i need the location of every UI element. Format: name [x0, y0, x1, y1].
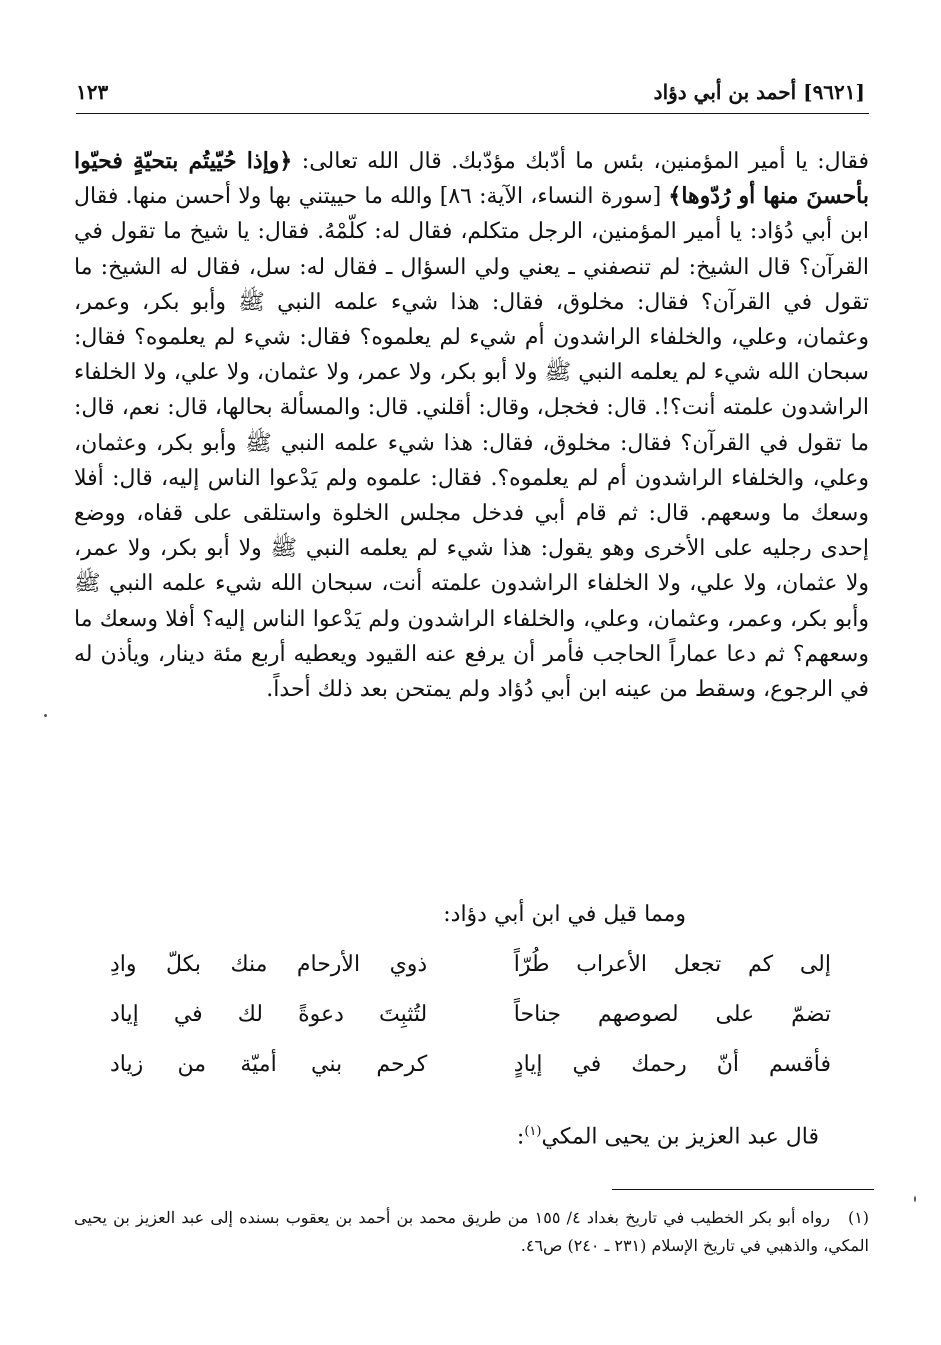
narrative-paragraph [74, 144, 869, 707]
verse-second-half: كرحم بني أميّة من زياد [110, 1052, 428, 1077]
quran-quote: ﴿وإذا حُيّيتُم بتحيّةٍ فحيّوا بأحسنَ منها أو رُدّوها﴾ [74, 148, 869, 210]
attribution-text: قال عبد العزيز بن يحيى المكي [541, 1124, 819, 1150]
verse-second-half: لتُثبِتَ دعوةً لك في إياد [110, 1002, 428, 1027]
footnote-text: رواه أبو بكر الخطيب في تاريخ بغداد ٤/ ١٥٥ من طريق محمد بن أحمد بن يعقوب بسنده إلى عبد العزيز بن يحيى المكي، والذهبي في تاريخ الإسلام (٢٣١ ـ ٢٤٠) ص٤٦. [74, 1208, 869, 1255]
verse-first-half: فأقسم أنّ رحمك في إيادٍ [513, 1052, 831, 1077]
verse-first-half: إلى كم تجعل الأعراب طُرّاً [513, 952, 831, 977]
footnote [74, 1204, 869, 1260]
verse-first-half: تضمّ على لصوصهم جناحاً [513, 1002, 831, 1027]
verse-line [110, 1052, 831, 1102]
verse-line [110, 1002, 831, 1052]
text-segment: [سورة النساء، الآية: ٨٦] والله ما حييتني بها ولا أحسن منها. فقال ابن أبي دُؤاد: يا أمير المؤمنين، الرجل متكلم، فقال له: كلّمْهُ. فقال: يا شيخ ما تقول في القرآن؟ قال الشيخ: لم تنصفني ـ يعني ولي السؤال ـ فقال له: سل، فقال له الشيخ: ما تقول في القرآن؟ فقال: مخلوق، فقال: هذا شيء علمه النبي ﷺ وأبو بكر، وعمر، وعثمان، وعلي، والخلفاء الراشدون أم شيء لم يعلموه؟ فقال: شيء لم يعلموه؟ فقال: سبحان الله شيء لم يعلمه النبي ﷺ ولا أبو بكر، ولا عمر، ولا عثمان، ولا علي، ولا الخلفاء الراشدون علمته أنت؟!. قال: فخجل، وقال: أقلني. قال: والمسألة بحالها، قال: نعم، قال: ما تقول في القرآن؟ فقال: مخلوق، فقال: هذا شيء علمه النبي ﷺ وأبو بكر، وعثمان، وعلي، والخلفاء الراشدون أم لم يعلموه؟. فقال: علموه ولم يَدْعوا الناس إليه، قال: أفلا وسعك ما وسعهم. قال: ثم قام أبي فدخل مجلس الخلوة واستلقى على قفاه، ووضع إحدى رجليه على الأخرى وهو يقول: هذا شيء لم يعلمه النبي ﷺ ولا أبو بكر، ولا عمر، ولا عثمان، ولا علي، ولا الخلفاء الراشدون علمته أنت، سبحان الله شيء علمه النبي ﷺ وأبو بكر، وعمر، وعثمان، وعلي، والخلفاء الراشدون ولم يَدْعوا الناس إليه؟ أفلا وسعك ما وسعهم؟ ثم دعا عماراً الحاجب فأمر أن يرفع عنه القيود ويعطيه أربع مئة دينار، ويأذن له في الرجوع، وسقط من عينه ابن أبي دُؤاد ولم يمتحن بعد ذلك أحداً. [74, 184, 869, 703]
main-text [74, 144, 869, 707]
poem-intro: ومما قيل في ابن أبي دؤاد: [443, 902, 686, 927]
attribution-colon: : [516, 1124, 525, 1150]
footnote-marker: (١) [847, 1208, 870, 1227]
poem [110, 952, 831, 1102]
footnote-reference: (١) [524, 1124, 542, 1139]
running-header [76, 78, 865, 112]
verse-line [110, 952, 831, 1002]
footnote-rule [612, 1189, 874, 1190]
verse-second-half: ذوي الأرحام منك بكلّ وادِ [110, 952, 428, 977]
scan-speck [44, 714, 47, 717]
scan-speck [914, 1196, 916, 1202]
running-title: [٩٦٢١] أحمد بن أبي دؤاد [653, 80, 865, 104]
header-rule [76, 113, 869, 114]
poem-attribution [517, 1124, 819, 1149]
page-number: ١٢٣ [76, 80, 109, 104]
text-segment: فقال: يا أمير المؤمنين، بئس ما أدّبك مؤدّبك. قال الله تعالى: [292, 149, 869, 174]
